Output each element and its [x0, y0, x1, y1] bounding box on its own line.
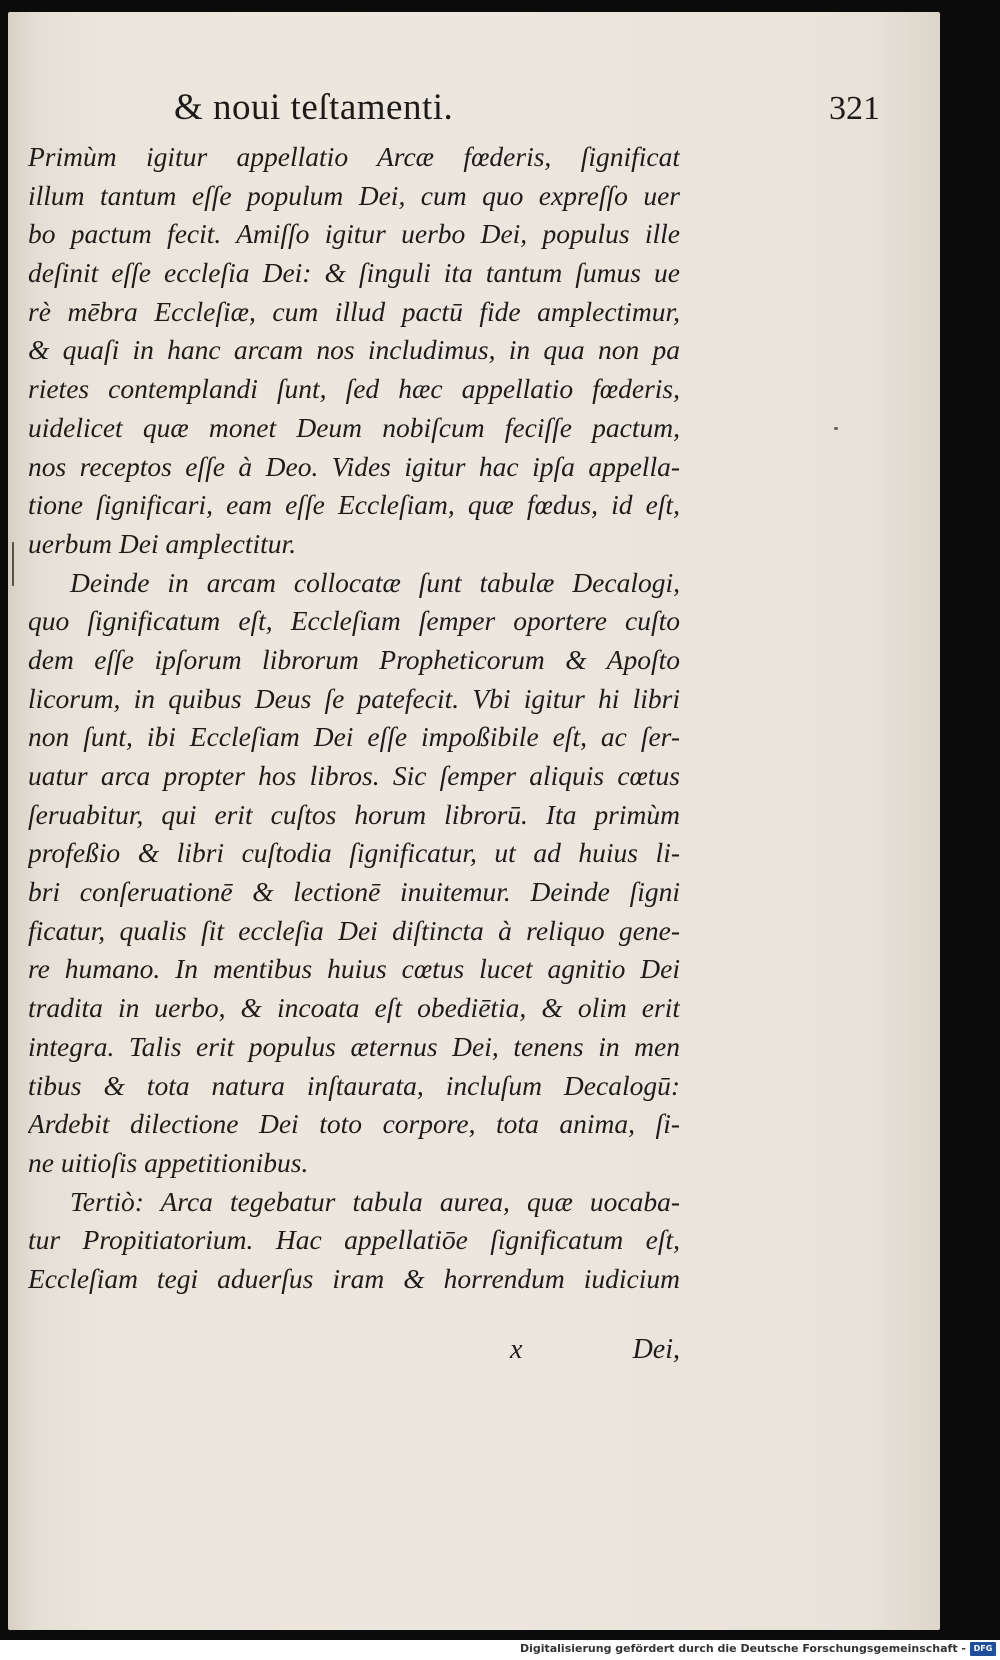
text-line: bri conſeruationē & lectionē inuitemur. Deinde ſigni	[28, 876, 680, 908]
catchline	[28, 1334, 680, 1374]
text-line: Ardebit dilectione Dei toto corpore, tota anima, ſi-	[28, 1108, 680, 1140]
text-line: tione ſignificari, eam eſſe Eccleſiam, quæ fœdus, id eſt,	[28, 489, 680, 521]
text-line: Primùm igitur appellatio Arcæ fœderis, ſignificat	[28, 141, 680, 172]
signature-mark: x	[510, 1334, 523, 1365]
text-line: tur Propitiatorium. Hac appellatiōe ſignificatum eſt,	[28, 1224, 680, 1256]
text-line: uatur arca propter hos libros. Sic ſemper aliquis cœtus	[28, 760, 680, 791]
text-line: integra. Talis erit populus æternus Dei, tenens in men	[28, 1030, 680, 1062]
margin-mark	[12, 542, 14, 586]
text-line: non ſunt, ibi Eccleſiam Dei eſſe impoßibile eſt, ac ſer-	[28, 721, 680, 753]
text-line: Tertiò: Arca tegebatur tabula aurea, quæ uocaba-	[70, 1185, 680, 1217]
page-number: 321	[829, 90, 880, 127]
text-line: Deinde in arcam collocatæ ſunt tabulæ Decalogi,	[70, 566, 680, 598]
text-line: ne uitioſis appetitionibus.	[28, 1146, 309, 1178]
text-line: tradita in uerbo, & incoata eſt obediētia, & olim erit	[28, 992, 680, 1024]
text-line: tibus & tota natura inſtaurata, incluſum Decalogū:	[28, 1069, 680, 1101]
text-line: nos receptos eſſe à Deo. Vides igitur hac ipſa appella-	[28, 450, 680, 482]
catchword: Dei,	[632, 1334, 680, 1365]
page-speck	[834, 427, 838, 430]
text-line: profeßio & libri cuſtodia ſignificatur, ut ad huius li-	[28, 837, 680, 869]
text-line: deſinit eſſe eccleſia Dei: & ſinguli ita tantum ſumus ue	[28, 257, 680, 289]
text-line: ficatur, qualis ſit eccleſia Dei diſtincta à reliquo gene-	[28, 914, 680, 946]
text-line: ſeruabitur, qui erit cuſtos horum librorū. Ita primùm	[28, 798, 680, 830]
text-line: uidelicet quæ monet Deum nobiſcum feciſſe pactum,	[28, 411, 680, 443]
text-line: illum tantum eſſe populum Dei, cum quo expreſſo uer	[28, 179, 680, 211]
text-line: & quaſi in hanc arcam nos includimus, in qua non pa	[28, 334, 680, 366]
body-text	[28, 138, 680, 1299]
page-header	[28, 86, 910, 136]
footer-bar	[0, 1640, 1000, 1660]
text-line: Eccleſiam tegi aduerſus iram & horrendum iudicium	[28, 1262, 680, 1294]
funding-credit: Digitalisierung gefördert durch die Deutsche Forschungsgemeinschaft -	[519, 1642, 966, 1655]
dfg-logo-icon: DFG	[970, 1642, 996, 1656]
text-line: bo pactum fecit. Amiſſo igitur uerbo Dei, populus ille	[28, 218, 680, 250]
text-line: quo ſignificatum eſt, Eccleſiam ſemper oportere cuſto	[28, 605, 680, 637]
text-line: dem eſſe ipſorum librorum Propheticorum & Apoſto	[28, 643, 680, 675]
text-line: rietes contemplandi ſunt, ſed hæc appellatio fœderis,	[28, 373, 680, 405]
running-head: & noui teſtamenti.	[174, 87, 454, 128]
book-page	[8, 12, 940, 1630]
text-line: re humano. In mentibus huius cœtus lucet agnitio Dei	[28, 953, 680, 985]
text-line: licorum, in quibus Deus ſe patefecit. Vbi igitur hi libri	[28, 682, 680, 714]
text-line: rè mēbra Eccleſiæ, cum illud pactū fide amplectimur,	[28, 295, 680, 327]
text-line: uerbum Dei amplectitur.	[28, 527, 297, 559]
